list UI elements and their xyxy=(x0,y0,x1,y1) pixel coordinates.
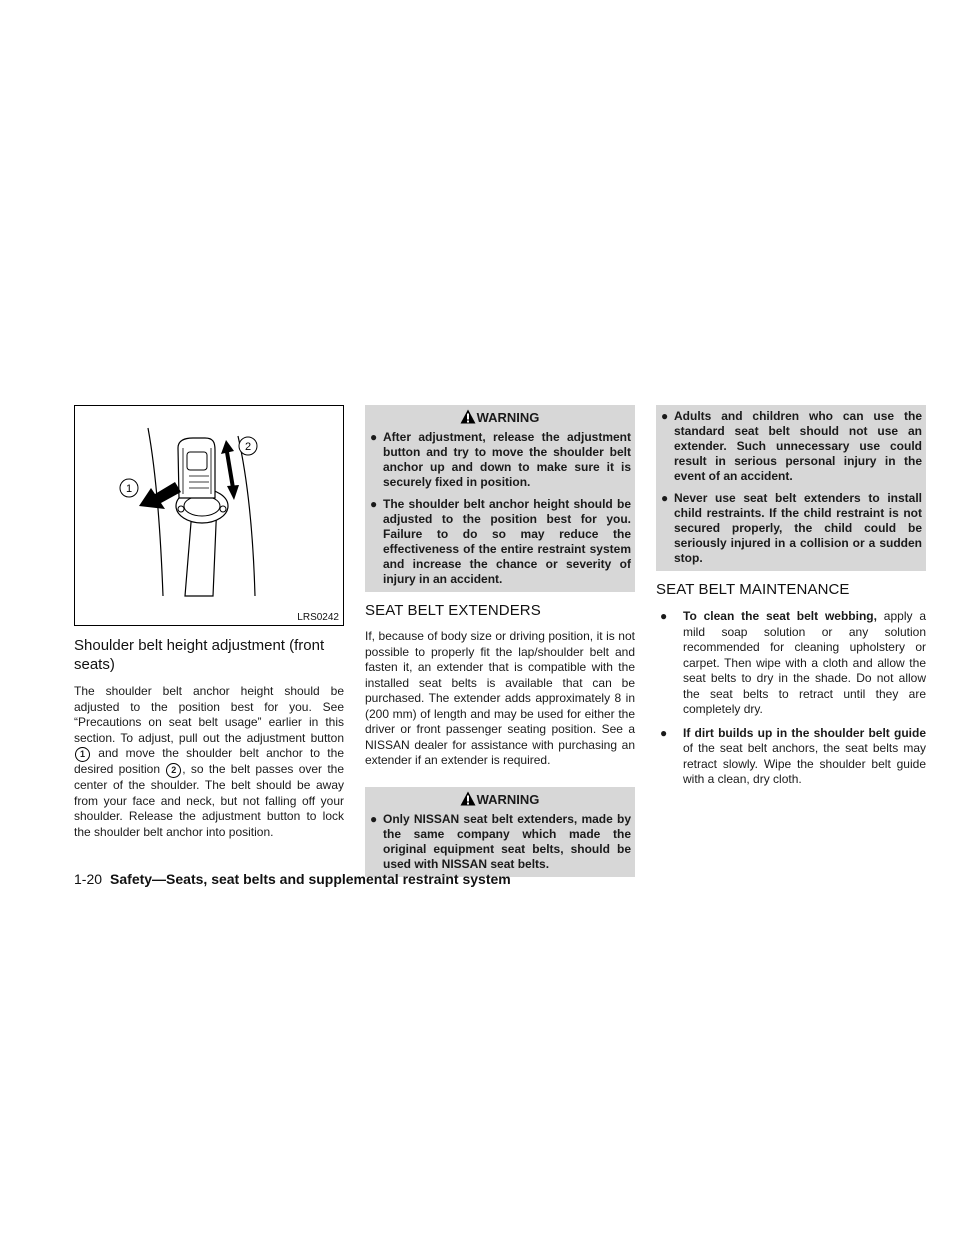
warning-title xyxy=(368,409,631,426)
warning-list xyxy=(368,430,631,587)
figure-code: LRS0242 xyxy=(297,612,339,623)
warning-box-extenders xyxy=(365,787,635,877)
warning-item xyxy=(368,497,631,587)
warning-box-adjustment xyxy=(365,405,635,592)
warning-triangle-icon xyxy=(460,409,476,424)
column-middle xyxy=(365,405,635,877)
warning-item-text: After adjustment, release the adjustment button and try to move the shoulder belt anchor up and down to make sure it is securely fixed in position. xyxy=(383,430,631,489)
shoulder-adjustment-paragraph xyxy=(74,684,344,840)
warning-box-continued xyxy=(656,405,926,571)
maintenance-item xyxy=(656,609,926,718)
warning-item xyxy=(368,812,631,872)
warning-item-text: Never use seat belt extenders to install child restraints. If the child restraint is not secured properly, the child could be seriously injured in a collision or a sudden stop. xyxy=(674,491,922,565)
warning-title-text: WARNING xyxy=(476,791,540,807)
shoulder-paragraph-part1: The shoulder belt anchor height should be adjusted to the position best for you. See “Precautions on seat belt usage” earlier in this section. To adjust, pull out the adjustment button xyxy=(74,684,344,745)
warning-item xyxy=(659,409,922,484)
extenders-heading: SEAT BELT EXTENDERS xyxy=(365,602,541,619)
maintenance-item-text: apply a mild soap solution or any solution recommended for cleaning upholstery or carpet. Then wipe with a cloth and allow the seat belts to dry in the shade. Do not allow the seat belts to retract until they are completely dry. xyxy=(683,609,926,716)
bullet-icon: ● xyxy=(661,409,669,423)
bullet-icon: ● xyxy=(370,430,378,444)
bullet-icon: ● xyxy=(660,725,668,740)
warning-item xyxy=(659,491,922,566)
warning-item-text: The shoulder belt anchor height should be adjusted to the position best for you. Failure to do so may reduce the effectiveness of the entire restraint system and increase the chance or severity of injury in an accident. xyxy=(383,497,631,586)
bullet-icon: ● xyxy=(370,811,378,826)
page-number: 1-20 xyxy=(74,871,103,887)
warning-item-text: Only NISSAN seat belt extenders, made by the same company which made the original equipment seat belts, should be used with NISSAN seat belts. xyxy=(383,811,631,871)
warning-item xyxy=(368,430,631,490)
warning-triangle-icon xyxy=(460,791,476,806)
bullet-icon: ● xyxy=(370,497,378,511)
maintenance-item-lead: To clean the seat belt webbing, xyxy=(683,609,877,623)
warning-list xyxy=(659,409,922,566)
maintenance-item-lead: If dirt builds up in the shoulder belt guide xyxy=(683,725,926,740)
shoulder-paragraph-part3: , so the belt passes over the center of the shoulder. The belt should be away from your face and neck, but not falling off your shoulder. Release the adjustment button to lock the shoulder belt anchor into position. xyxy=(74,762,344,839)
maintenance-item-text: of the seat belt anchors, the seat belts may retract slowly. Wipe the shoulder belt guide with a clean, dry cloth. xyxy=(683,741,926,786)
maintenance-heading: SEAT BELT MAINTENANCE xyxy=(656,581,850,598)
shoulder-belt-illustration xyxy=(75,406,343,625)
maintenance-list xyxy=(656,609,926,788)
bullet-icon: ● xyxy=(660,609,668,623)
warning-item-text: Adults and children who can use the standard seat belt should not use an extender. Such unnecessary use could result in serious personal injury in the event of an accident. xyxy=(674,409,922,483)
warning-title xyxy=(368,791,631,808)
shoulder-adjustment-heading: Shoulder belt height adjustment (front seats) xyxy=(74,637,325,673)
inline-callout-1: 1 xyxy=(75,747,90,762)
column-left xyxy=(74,405,344,840)
column-right xyxy=(656,405,926,796)
callout-1-label: 1 xyxy=(125,483,133,495)
page-footer xyxy=(74,870,511,888)
callout-2-label: 2 xyxy=(244,441,252,453)
extenders-paragraph: If, because of body size or driving position, it is not possible to properly fit the lap/shoulder belt and fasten it, an extender that is compatible with the installed seat belts is available that can be purchased. The extender adds approximately 8 in (200 mm) of length and may be used for either the driver or front passenger seating position. See a NISSAN dealer for assistance with purchasing an extender if an extender is required. xyxy=(365,629,635,767)
inline-callout-2: 2 xyxy=(166,763,181,778)
warning-title-text: WARNING xyxy=(476,410,540,425)
shoulder-paragraph-part2: and move the shoulder belt anchor to the desired position xyxy=(74,746,344,776)
maintenance-item xyxy=(656,726,926,788)
bullet-icon: ● xyxy=(661,491,669,505)
shoulder-belt-figure xyxy=(74,405,344,626)
footer-title: Safety—Seats, seat belts and supplemental restraint system xyxy=(110,871,511,887)
warning-list xyxy=(368,812,631,872)
